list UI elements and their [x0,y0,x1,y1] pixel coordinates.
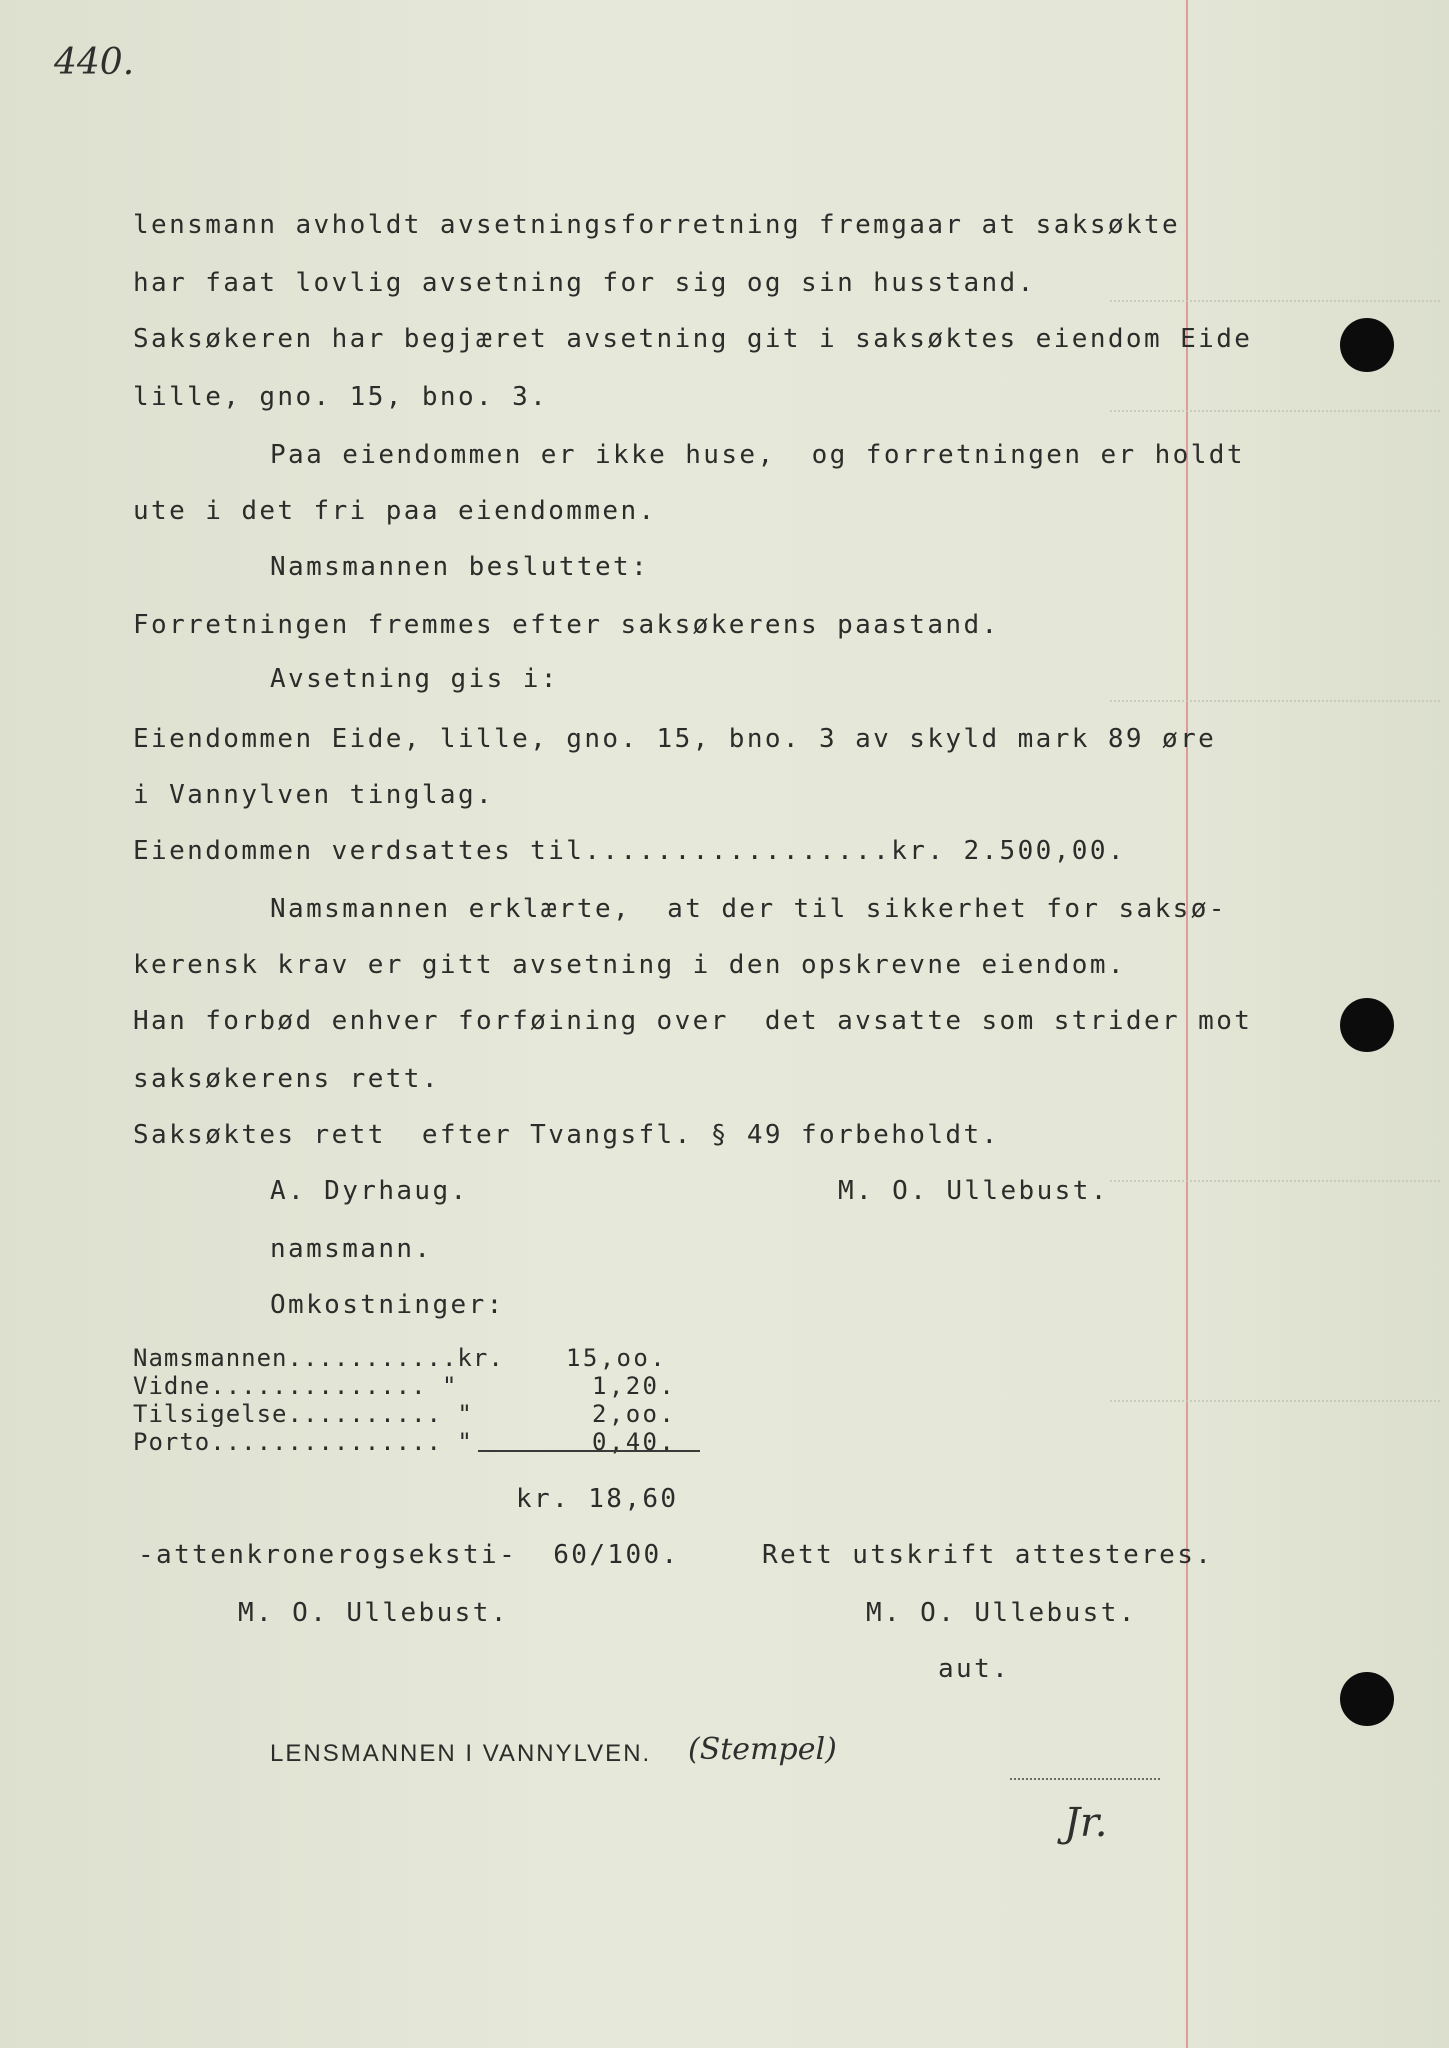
attest-text: Rett utskrift attesteres. [762,1540,1214,1570]
cost-amount: 2,oo. [592,1400,677,1428]
text-line: Eiendommen Eide, lille, gno. 15, bno. 3 av skyld mark 89 øre [133,724,1217,754]
bleed-through-mark [1110,700,1440,704]
punch-hole-middle [1340,998,1394,1052]
text-line: Namsmannen besluttet: [270,552,650,582]
text-line: Namsmannen erklærte, at der til sikkerhet for saksø- [270,894,1227,924]
cost-label: Porto............... " [133,1428,473,1456]
bleed-through-mark [1110,300,1440,304]
closing-left-signer: M. O. Ullebust. [238,1598,509,1628]
costs-heading: Omkostninger: [270,1290,505,1320]
text-line: Eiendommen verdsattes til.................kr. 2.500,00. [133,836,1126,866]
text-line: i Vannylven tinglag. [133,780,495,810]
official-stamp: LENSMANNEN I VANNYLVEN. [270,1740,652,1767]
text-line: Saksøkeren har begjæret avsetning git i saksøktes eiendom Eide [133,324,1253,354]
punch-hole-top [1340,318,1394,372]
cost-amount: 15,oo. [566,1344,668,1372]
signature-right-name: M. O. Ullebust. [838,1176,1109,1206]
bleed-through-mark [1110,1400,1440,1404]
closing-right-title: aut. [938,1654,1011,1684]
page-number: 440. [54,42,135,83]
bleed-through-mark [1110,410,1440,414]
cost-label: Namsmannen...........kr. [133,1344,504,1372]
cost-label: Vidne.............. " [133,1372,458,1400]
text-line: Avsetning gis i: [270,664,559,694]
closing-right-signer: M. O. Ullebust. [866,1598,1137,1628]
text-line: Saksøktes rett efter Tvangsfl. § 49 forbeholdt. [133,1120,1000,1150]
stamp-note: (Stempel) [688,1732,837,1767]
handwritten-initials: Jr. [1064,1800,1108,1846]
bleed-through-mark [1110,1180,1440,1184]
text-line: Han forbød enhver forføining over det avsatte som strider mot [133,1006,1253,1036]
signature-left-title: namsmann. [270,1234,433,1264]
punch-hole-bottom [1340,1672,1394,1726]
text-line: har faat lovlig avsetning for sig og sin husstand. [133,268,1036,298]
text-line: Paa eiendommen er ikke huse, og forretningen er holdt [270,440,1245,470]
text-line: kerensk krav er gitt avsetning i den opskrevne eiendom. [133,950,1126,980]
dotted-signature-line [1010,1778,1160,1780]
cost-total: kr. 18,60 [516,1484,679,1514]
text-line: saksøkerens rett. [133,1064,440,1094]
text-line: lille, gno. 15, bno. 3. [133,382,549,412]
signature-left-name: A. Dyrhaug. [270,1176,469,1206]
cost-label: Tilsigelse.......... " [133,1400,473,1428]
text-line: ute i det fri paa eiendommen. [133,496,657,526]
cost-in-words: -attenkronerogseksti- 60/100. [138,1540,680,1570]
text-line: Forretningen fremmes efter saksøkerens paastand. [133,610,1000,640]
text-line: lensmann avholdt avsetningsforretning fremgaar at saksøkte [133,210,1181,240]
cost-amount: 0,40. [592,1428,677,1456]
cost-amount: 1,20. [592,1372,677,1400]
sum-rule [478,1450,700,1452]
